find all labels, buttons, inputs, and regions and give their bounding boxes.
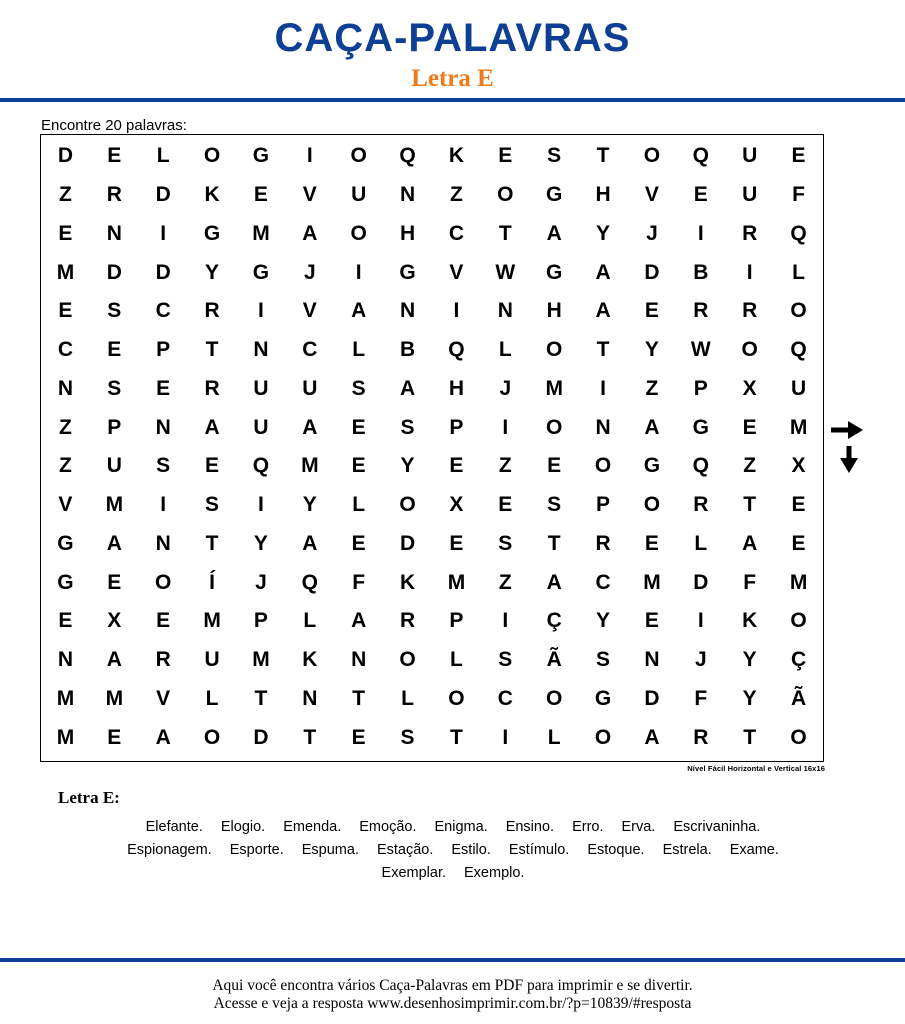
grid-letter: O [203, 725, 221, 749]
word-list-item: Estação. [376, 842, 434, 858]
grid-letter: H [546, 299, 562, 323]
word-list-item: Emenda. [283, 819, 342, 835]
grid-letter: N [497, 299, 513, 323]
grid-letter: Y [742, 686, 757, 710]
grid-letter: Q [448, 338, 465, 362]
grid-letter: I [502, 609, 509, 633]
grid-letter: L [498, 338, 512, 362]
header-divider [0, 98, 905, 102]
grid-letter: Y [596, 609, 611, 633]
grid-letter: H [399, 221, 416, 245]
grid-letter: E [107, 144, 122, 168]
grid-letter: A [351, 609, 367, 633]
grid-letter: U [106, 454, 122, 478]
grid-letter: Q [790, 338, 807, 362]
grid-letter: U [253, 376, 269, 400]
grid-letter: E [107, 570, 122, 594]
grid-letter: R [399, 609, 416, 633]
grid-letter: O [155, 570, 172, 594]
grid-letter: N [57, 376, 74, 400]
word-list-item: Estrela. [662, 842, 712, 858]
grid-letter: Z [498, 454, 512, 478]
grid-letter: E [791, 144, 806, 168]
grid-letter: L [352, 493, 366, 517]
word-list-item: Estoque. [587, 842, 645, 858]
grid-letter: I [453, 299, 460, 323]
grid-letter: O [790, 299, 807, 323]
grid-letter: R [693, 725, 709, 749]
grid-letter: L [205, 686, 219, 710]
grid-letter: T [596, 338, 610, 362]
grid-letter: M [301, 454, 319, 478]
grid-letter: R [742, 221, 758, 245]
grid-letter: N [595, 415, 611, 439]
grid-letter: Y [742, 648, 757, 672]
grid-letter: O [594, 454, 612, 478]
grid-letter: N [351, 648, 367, 672]
grid-letter: M [252, 221, 270, 245]
grid-letter: L [547, 725, 561, 749]
grid-letter: Z [450, 183, 463, 207]
grid-letter: O [546, 686, 563, 710]
word-list-item: Estilo. [451, 842, 491, 858]
page-title: CAÇA-PALAVRAS [274, 16, 631, 60]
grid-letter: S [156, 454, 171, 478]
grid-letter: E [351, 415, 366, 439]
instruction-text: Encontre 20 palavras: [41, 117, 187, 134]
word-list-item: Espionagem. [127, 842, 212, 858]
grid-letter: G [643, 454, 661, 478]
grid-letter: I [258, 299, 264, 323]
grid-letter: Q [301, 570, 318, 594]
grid-letter: U [351, 183, 367, 207]
grid-letter: T [450, 725, 463, 749]
grid-letter: E [693, 183, 708, 207]
grid-letter: C [155, 299, 171, 323]
grid-letter: T [205, 338, 219, 362]
grid-letter: O [497, 183, 514, 207]
grid-letter: Ç [546, 609, 562, 633]
grid-letter: E [351, 725, 366, 749]
grid-letter: G [57, 531, 74, 555]
grid-letter: G [399, 260, 416, 284]
grid-letter: M [105, 686, 124, 710]
grid-letter: M [789, 570, 808, 594]
grid-letter: A [595, 260, 611, 284]
grid-letter: U [742, 144, 758, 168]
grid-letter: N [253, 338, 269, 362]
grid-letter: T [596, 144, 610, 168]
grid-letter: M [203, 609, 221, 633]
grid-letter: Z [743, 454, 757, 478]
grid-letter: C [595, 570, 611, 594]
grid-letter: A [742, 531, 758, 555]
grid-letter: E [644, 531, 659, 555]
grid-letter: M [643, 570, 661, 594]
grid-letter: L [156, 144, 170, 168]
grid-letter: B [399, 338, 416, 362]
grid-letter: X [742, 376, 757, 400]
grid-letter: Ç [790, 648, 807, 672]
grid-letter: S [107, 376, 122, 400]
grid-letter: I [160, 493, 167, 517]
grid-letter: Q [790, 221, 807, 245]
grid-letter: F [743, 570, 757, 594]
grid-letter: A [351, 299, 367, 323]
grid-letter: L [401, 686, 414, 710]
grid-letter: A [155, 725, 171, 749]
grid-letter: S [498, 648, 513, 672]
word-list-item: Esporte. [229, 842, 284, 858]
grid-letter: M [56, 725, 75, 749]
grid-letter: I [697, 221, 704, 245]
grid-letter: L [694, 531, 708, 555]
page-subtitle: Letra E [411, 65, 494, 92]
grid-letter: O [350, 144, 367, 168]
grid-letter: G [252, 260, 270, 284]
grid-letter: Z [59, 415, 72, 439]
grid-letter: M [105, 493, 124, 517]
grid-letter: P [693, 376, 708, 400]
grid-letter: C [497, 686, 513, 710]
grid-letter: G [692, 415, 709, 439]
word-list-item: Exemplar. [381, 865, 447, 881]
grid-letter: M [789, 415, 808, 439]
word-search-grid [41, 135, 823, 761]
grid-letter: P [107, 415, 122, 439]
grid-letter: K [302, 648, 318, 672]
word-list-item: Estímulo. [508, 842, 570, 858]
grid-letter: Ã [546, 648, 562, 672]
grid-letter: E [547, 454, 562, 478]
grid-letter: C [57, 338, 74, 362]
grid-letter: C [448, 221, 465, 245]
grid-letter: E [107, 338, 122, 362]
grid-letter: O [643, 144, 661, 168]
grid-letter: T [352, 686, 366, 710]
word-list-line [40, 839, 866, 862]
grid-letter: A [546, 221, 562, 245]
grid-letter: M [56, 686, 75, 710]
grid-letter: Z [59, 183, 72, 207]
word-list-item: Erva. [621, 819, 656, 835]
grid-letter: S [547, 144, 562, 168]
grid-letter: S [547, 493, 562, 517]
grid-letter: V [58, 493, 73, 517]
grid-letter: X [449, 493, 464, 517]
grid-letter: K [742, 609, 758, 633]
word-list-line [40, 862, 866, 885]
grid-letter: D [57, 144, 74, 168]
grid-letter: E [253, 183, 268, 207]
grid-letter: O [546, 338, 563, 362]
grid-letter: U [742, 183, 758, 207]
grid-letter: Z [645, 376, 659, 400]
arrow-down-icon [840, 446, 858, 474]
grid-letter: E [107, 725, 122, 749]
word-list-item: Elogio. [220, 819, 266, 835]
word-list [40, 816, 866, 885]
grid-letter: L [450, 648, 463, 672]
grid-letter: U [253, 415, 269, 439]
grid-letter: F [792, 183, 805, 207]
grid-letter: I [306, 144, 313, 168]
grid-letter: Q [399, 144, 416, 168]
grid-letter: S [205, 493, 220, 517]
arrow-right-icon [830, 421, 864, 439]
grid-letter: E [449, 454, 464, 478]
grid-letter: N [399, 299, 416, 323]
grid-letter: G [546, 260, 563, 284]
word-list-item: Ensino. [505, 819, 555, 835]
grid-letter: A [302, 415, 318, 439]
grid-letter: Ã [790, 686, 807, 710]
grid-letter: E [205, 454, 220, 478]
grid-letter: D [399, 531, 416, 555]
grid-letter: S [596, 648, 611, 672]
grid-letter: J [694, 648, 707, 672]
grid-letter: L [352, 338, 366, 362]
grid-letter: R [693, 299, 709, 323]
footer-line-2: Acesse e veja a resposta www.desenhosimprimir.com.br/?p=10839/#resposta [213, 995, 692, 1012]
word-list-item: Elefante. [145, 819, 203, 835]
grid-letter: J [499, 376, 512, 400]
grid-letter: D [644, 686, 660, 710]
grid-letter: I [697, 609, 704, 633]
grid-letter: O [546, 415, 563, 439]
grid-letter: S [400, 725, 415, 749]
grid-letter: N [399, 183, 416, 207]
grid-letter: C [302, 338, 318, 362]
grid-letter: W [690, 338, 711, 362]
grid-letter: N [57, 648, 74, 672]
grid-letter: E [58, 299, 73, 323]
grid-letter: A [302, 531, 318, 555]
grid-letter: S [351, 376, 366, 400]
grid-letter: Q [692, 454, 709, 478]
grid-letter: U [790, 376, 807, 400]
grid-letter: O [594, 725, 612, 749]
word-list-item: Erro. [572, 819, 604, 835]
grid-letter: G [57, 570, 74, 594]
grid-letter: I [746, 260, 753, 284]
grid-letter: O [399, 648, 416, 672]
grid-letter: G [594, 686, 612, 710]
grid-letter: D [253, 725, 269, 749]
grid-letter: D [644, 260, 660, 284]
grid-letter: O [643, 493, 661, 517]
grid-letter: E [351, 531, 366, 555]
grid-letter: F [694, 686, 708, 710]
grid-letter: V [644, 183, 659, 207]
grid-letter: J [646, 221, 658, 245]
grid-letter: P [596, 493, 611, 517]
grid-letter: D [155, 260, 171, 284]
grid-letter: A [644, 415, 660, 439]
grid-letter: I [502, 415, 509, 439]
grid-letter: Z [59, 454, 72, 478]
grid-letter: O [741, 338, 758, 362]
grid-letter: T [303, 725, 317, 749]
grid-letter: S [400, 415, 415, 439]
grid-letter: E [58, 609, 73, 633]
grid-letter: E [449, 531, 464, 555]
grid-letter: I [600, 376, 606, 400]
grid-letter: X [791, 454, 806, 478]
grid-letter: N [155, 415, 171, 439]
grid-letter: M [545, 376, 563, 400]
word-list-item: Enigma. [434, 819, 488, 835]
grid-letter: Q [692, 144, 709, 168]
grid-letter: P [156, 338, 171, 362]
grid-letter: R [204, 299, 220, 323]
grid-letter: N [106, 221, 122, 245]
grid-letter: K [399, 570, 416, 594]
grid-letter: K [448, 144, 465, 168]
grid-letter: V [302, 183, 317, 207]
grid-letter: D [693, 570, 709, 594]
grid-letter: Z [498, 570, 512, 594]
word-list-item: Exame. [729, 842, 779, 858]
grid-letter: S [107, 299, 122, 323]
grid-letter: R [106, 183, 122, 207]
grid-letter: O [203, 144, 221, 168]
word-list-title: Letra E: [58, 788, 120, 807]
footer-divider [0, 958, 905, 962]
grid-letter: M [56, 260, 75, 284]
grid-letter: O [350, 221, 367, 245]
word-list-item: Exemplo. [464, 865, 525, 881]
grid-letter: A [546, 570, 562, 594]
grid-letter: H [448, 376, 465, 400]
grid-letter: A [106, 648, 122, 672]
grid-letter: A [204, 415, 220, 439]
grid-letter: M [447, 570, 466, 594]
grid-letter: T [743, 725, 757, 749]
grid-letter: R [155, 648, 171, 672]
grid-letter: L [303, 609, 317, 633]
grid-letter: E [791, 493, 806, 517]
grid-letter: Y [253, 531, 268, 555]
grid-letter: T [743, 493, 757, 517]
grid-letter: U [204, 648, 220, 672]
grid-letter: F [352, 570, 366, 594]
grid-letter: Y [596, 221, 611, 245]
footer-line-1: Aqui você encontra vários Caça-Palavras em PDF para imprimir e se divertir. [212, 977, 693, 994]
grid-letter: T [498, 221, 512, 245]
grid-letter: S [498, 531, 513, 555]
word-list-item: Escrivaninha. [673, 819, 761, 835]
word-list-item: Espuma. [301, 842, 359, 858]
grid-letter: V [449, 260, 464, 284]
grid-letter: R [595, 531, 611, 555]
grid-letter: E [791, 531, 806, 555]
grid-letter: E [644, 609, 659, 633]
grid-letter: Y [205, 260, 220, 284]
grid-letter: L [792, 260, 805, 284]
grid-letter: T [205, 531, 219, 555]
grid-letter: K [204, 183, 220, 207]
grid-letter: E [156, 376, 171, 400]
grid-letter: T [547, 531, 561, 555]
grid-letter: I [258, 493, 264, 517]
grid-letter: I [502, 725, 509, 749]
grid-letter: J [303, 260, 316, 284]
grid-letter: N [644, 648, 660, 672]
grid-letter: R [693, 493, 709, 517]
grid-letter: G [252, 144, 270, 168]
grid-letter: P [253, 609, 268, 633]
grid-letter: I [160, 221, 167, 245]
grid-letter: H [595, 183, 611, 207]
grid-letter: A [644, 725, 660, 749]
grid-letter: A [302, 221, 318, 245]
grid-letter: E [498, 144, 513, 168]
grid-letter: P [449, 415, 464, 439]
grid-letter: O [790, 725, 807, 749]
grid-letter: N [302, 686, 318, 710]
word-list-line [40, 816, 866, 839]
grid-letter: A [106, 531, 122, 555]
grid-letter: W [495, 260, 516, 284]
grid-letter: Q [252, 454, 270, 478]
grid-letter: E [156, 609, 171, 633]
grid-letter: Y [302, 493, 317, 517]
grid-letter: A [595, 299, 611, 323]
grid-letter: O [399, 493, 416, 517]
grid-letter: Y [400, 454, 415, 478]
grid-letter: G [546, 183, 563, 207]
grid-letter: B [693, 260, 709, 284]
grid-letter: E [644, 299, 659, 323]
grid-letter: Y [644, 338, 659, 362]
grid-letter: X [107, 609, 122, 633]
grid-letter: Í [209, 570, 215, 594]
grid-letter: P [449, 609, 464, 633]
grid-letter: M [252, 648, 270, 672]
grid-letter: E [498, 493, 513, 517]
grid-letter: N [155, 531, 171, 555]
grid-letter: O [790, 609, 807, 633]
grid-letter: T [254, 686, 268, 710]
grid-letter: U [302, 376, 318, 400]
grid-letter: G [203, 221, 221, 245]
word-search-grid-frame [40, 134, 824, 762]
grid-letter: R [742, 299, 758, 323]
grid-letter: E [351, 454, 366, 478]
grid-letter: V [302, 299, 317, 323]
grid-letter: D [106, 260, 122, 284]
grid-letter: R [204, 376, 220, 400]
word-list-item: Emoção. [359, 819, 417, 835]
grid-letter: J [255, 570, 267, 594]
grid-letter: I [355, 260, 362, 284]
grid-letter: A [399, 376, 416, 400]
grid-letter: D [155, 183, 171, 207]
grid-letter: V [156, 686, 171, 710]
grid-letter: E [58, 221, 73, 245]
grid-letter: E [742, 415, 757, 439]
level-note: Nível Fácil Horizontal e Vertical 16x16 [687, 764, 825, 773]
grid-letter: O [448, 686, 465, 710]
